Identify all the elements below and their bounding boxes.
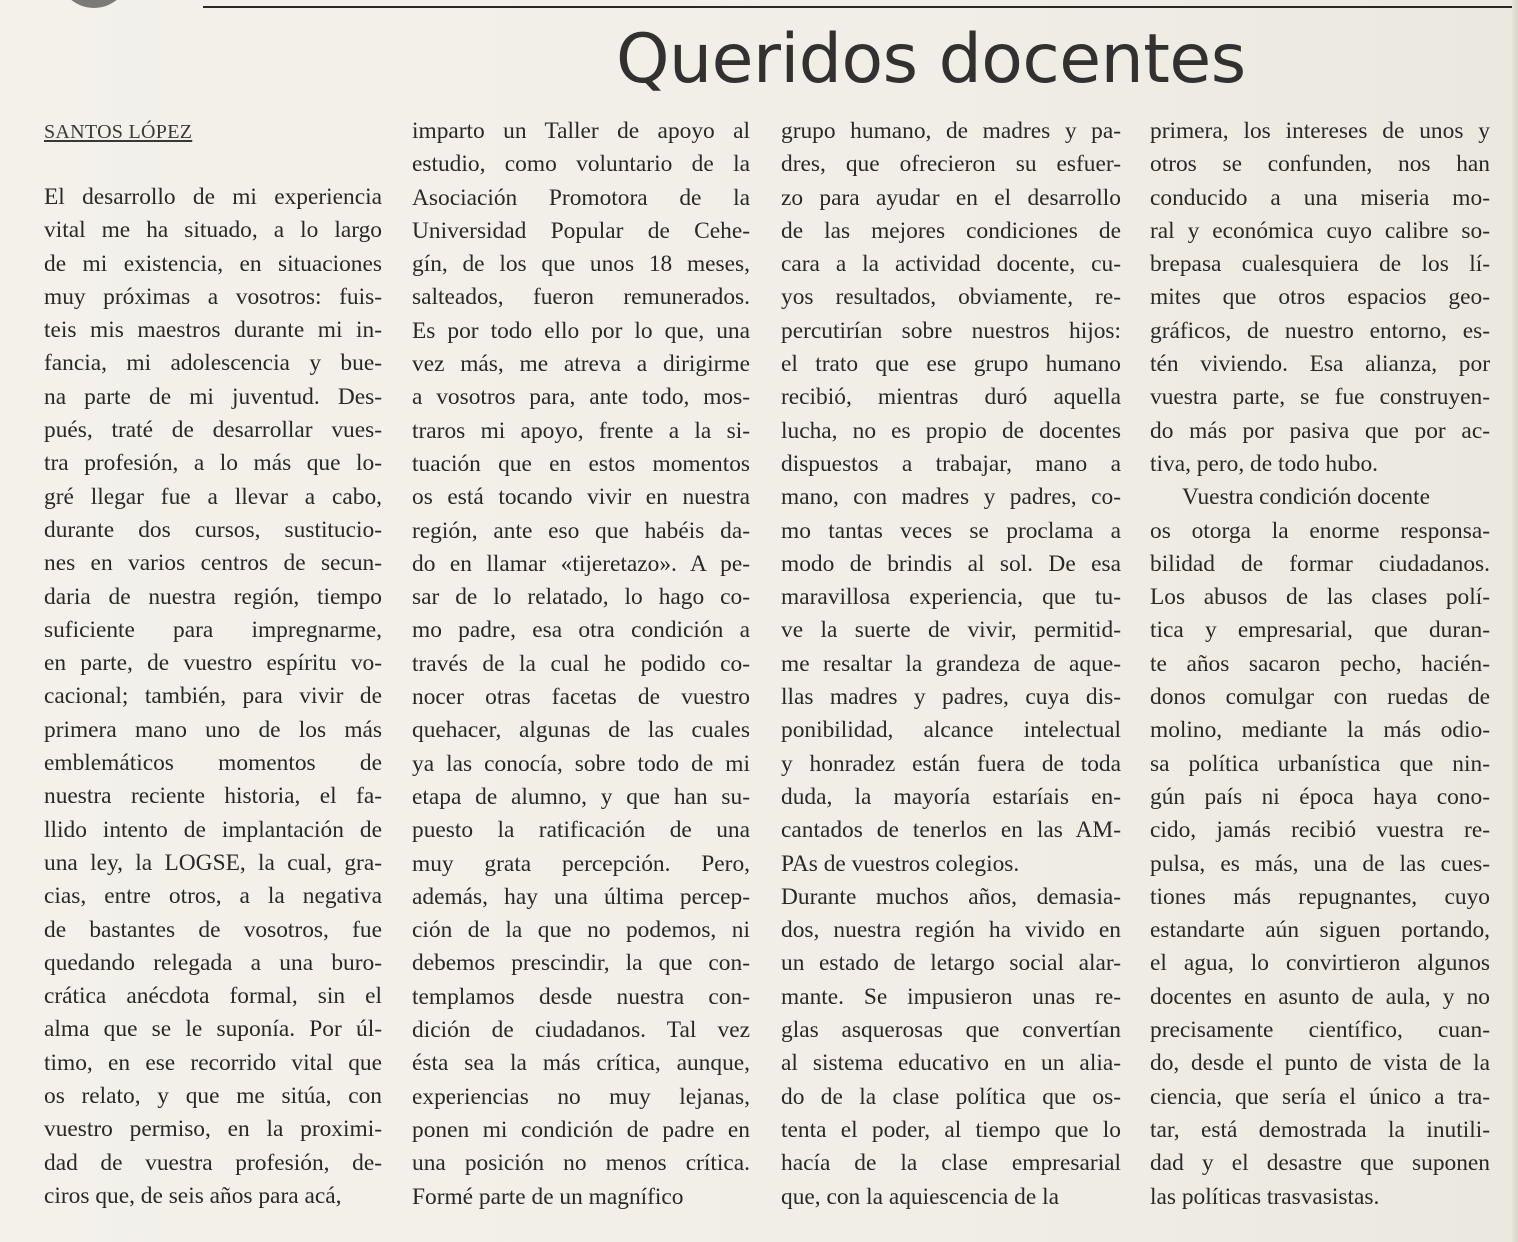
article-line: ya las conocía, sobre todo de mi	[412, 750, 750, 777]
article-column-3	[781, 115, 1121, 1214]
article-line: molino, mediante la más odio-	[1150, 717, 1490, 744]
article-line: ponen mi condición de padre en	[412, 1116, 750, 1143]
article-line: precisamente científico, cuan-	[1150, 1017, 1490, 1044]
article-line: llido intento de implantación de	[44, 816, 382, 843]
article-line: sa política urbanística que nin-	[1150, 750, 1490, 777]
article-line: quedando relegada a una buro-	[44, 949, 382, 976]
article-line: modo de brindis al sol. De esa	[781, 550, 1121, 577]
article-line: etapa de alumno, y que han su-	[412, 783, 750, 810]
article-line: maravillosa experiencia, que tu-	[781, 584, 1121, 611]
article-line: me resaltar la grandeza de aque-	[781, 650, 1121, 677]
article-line: de mi existencia, en situaciones	[44, 250, 382, 277]
article-line: os está tocando vivir en nuestra	[412, 484, 750, 511]
article-line: tenta el poder, al tiempo que lo	[781, 1116, 1121, 1143]
article-line: tra profesión, a lo más que lo-	[44, 450, 382, 477]
article-line: do de la clase política que os-	[781, 1083, 1121, 1110]
article-line: tiones más repugnantes, cuyo	[1150, 883, 1490, 910]
article-line: que, con la aquiescencia de la	[781, 1183, 1059, 1210]
article-byline: SANTOS LÓPEZ	[44, 121, 193, 143]
article-line: puesto la ratificación de una	[412, 817, 750, 844]
article-line: yos resultados, obviamente, re-	[781, 284, 1121, 311]
article-line: quehacer, algunas de las cuales	[412, 717, 750, 744]
article-line: hacía de la clase empresarial	[781, 1150, 1121, 1177]
article-line: timo, en ese recorrido vital que	[44, 1049, 382, 1076]
article-line: pués, traté de desarrollar vues-	[44, 417, 382, 444]
article-line: en parte, de vuestro espíritu vo-	[44, 650, 382, 677]
article-line: lucha, no es propio de docentes	[781, 417, 1121, 444]
article-line: ciencia, que sería el único a tra-	[1150, 1083, 1490, 1110]
article-line: gré llegar fue a llevar a cabo,	[44, 483, 382, 510]
article-line: ral y económica cuyo calibre so-	[1150, 217, 1490, 244]
article-line: Es por todo ello por lo que, una	[412, 317, 750, 344]
article-line: traros mi apoyo, frente a la si-	[412, 417, 750, 444]
article-line: cias, entre otros, a la negativa	[44, 883, 382, 910]
article-line: ciros que, de seis años para acá,	[44, 1182, 342, 1209]
article-line: de bastantes de vosotros, fue	[44, 916, 382, 943]
page-edge	[1512, 0, 1518, 1242]
article-line: durante dos cursos, sustitucio-	[44, 516, 382, 543]
article-line: Formé parte de un magnífico	[412, 1183, 684, 1210]
article-line: conducido a una miseria mo-	[1150, 184, 1490, 211]
article-line: otros se confunden, nos han	[1150, 151, 1490, 178]
article-line: estudio, como voluntario de la	[412, 151, 750, 178]
article-line: salteados, fueron remunerados.	[412, 284, 750, 311]
article-line: Durante muchos años, demasia-	[781, 883, 1121, 910]
article-line: duda, la mayoría estaríais en-	[781, 783, 1121, 810]
article-line: debemos prescindir, la que con-	[412, 950, 750, 977]
article-line: dispuestos a trabajar, mano a	[781, 450, 1121, 477]
article-line: nes en varios centros de secun-	[44, 550, 382, 577]
article-line: tiva, pero, de todo hubo.	[1150, 450, 1379, 477]
article-line: región, ante eso que habéis da-	[412, 517, 750, 544]
article-column-1	[44, 181, 382, 1213]
article-line: cara a la actividad docente, cu-	[781, 251, 1121, 278]
article-line: tar, está demostrada la inutili-	[1150, 1116, 1490, 1143]
article-line: mites que otros espacios geo-	[1150, 284, 1490, 311]
article-line: emblemáticos momentos de	[44, 750, 382, 777]
article-line: dad de vuestra profesión, de-	[44, 1149, 382, 1176]
corner-decoration	[58, 0, 130, 8]
article-column-4	[1150, 115, 1490, 1214]
article-line: primera, los intereses de unos y	[1150, 118, 1490, 144]
article-line: además, hay una última percep-	[412, 883, 750, 910]
article-line: zo para ayudar en el desarrollo	[781, 184, 1121, 211]
article-line: mo tantas veces se proclama a	[781, 517, 1121, 544]
article-line: ción de la que no podemos, ni	[412, 917, 750, 944]
article-line: imparto un Taller de apoyo al	[412, 118, 750, 144]
article-line: ésta sea la más crítica, aunque,	[412, 1050, 750, 1077]
article-line: muy grata percepción. Pero,	[412, 850, 750, 877]
article-line: primera mano uno de los más	[44, 716, 382, 743]
article-line: gín, de los que unos 18 meses,	[412, 251, 750, 278]
article-line: nocer otras facetas de vuestro	[412, 684, 750, 711]
article-line: muy próximas a vosotros: fuis-	[44, 283, 382, 310]
article-line: Asociación Promotora de la	[412, 184, 750, 211]
article-line: do en llamar «tijeretazo». A pe-	[412, 550, 750, 577]
article-line: las políticas trasvasistas.	[1150, 1183, 1380, 1210]
article-line: docentes en asunto de aula, y no	[1150, 983, 1490, 1010]
article-line: Vuestra condición docente	[1182, 484, 1430, 511]
article-line: alma que se le suponía. Por úl-	[44, 1016, 382, 1043]
article-column-2	[412, 115, 750, 1214]
article-line: al sistema educativo en un alia-	[781, 1050, 1121, 1077]
article-line: el trato que ese grupo humano	[781, 351, 1121, 378]
article-line: recibió, mientras duró aquella	[781, 384, 1121, 411]
article-line: vuestra parte, se fue construyen-	[1150, 384, 1490, 411]
article-line: PAs de vuestros colegios.	[781, 850, 1020, 877]
article-line: glas asquerosas que convertían	[781, 1017, 1121, 1044]
article-line: mo padre, esa otra condición a	[412, 617, 750, 644]
article-line: Universidad Popular de Cehe-	[412, 217, 750, 244]
article-line: tuación que en estos momentos	[412, 450, 750, 477]
article-line: llas madres y padres, cuya dis-	[781, 684, 1121, 711]
article-line: fancia, mi adolescencia y bue-	[44, 350, 382, 377]
article-line: mano, con madres y padres, co-	[781, 484, 1121, 511]
article-line: vez más, me atreva a dirigirme	[412, 351, 750, 378]
article-line: teis mis maestros durante mi in-	[44, 317, 382, 344]
article-line: crática anécdota formal, sin el	[44, 983, 382, 1010]
article-line: tén viviendo. Esa alianza, por	[1150, 351, 1490, 378]
article-line: el agua, lo convirtieron algunos	[1150, 950, 1490, 977]
article-line: te años sacaron pecho, hacién-	[1150, 650, 1490, 677]
article-line: daria de nuestra región, tiempo	[44, 583, 382, 610]
article-line: na parte de mi juventud. Des-	[44, 383, 382, 410]
article-line: donos comulgar con ruedas de	[1150, 684, 1490, 711]
article-line: El desarrollo de mi experiencia	[44, 184, 382, 210]
article-line: sar de lo relatado, lo hago co-	[412, 584, 750, 611]
article-line: cido, jamás recibió vuestra re-	[1150, 817, 1490, 844]
article-headline: Queridos docentes	[616, 20, 1246, 99]
article-line: un estado de letargo social alar-	[781, 950, 1121, 977]
article-line: vital me ha situado, a lo largo	[44, 217, 382, 244]
article-line: dos, nuestra región ha vivido en	[781, 917, 1121, 944]
article-line: ponibilidad, alcance intelectual	[781, 717, 1121, 744]
article-line: ve la suerte de vivir, permitid-	[781, 617, 1121, 644]
article-line: gráficos, de nuestro entorno, es-	[1150, 317, 1490, 344]
article-line: pulsa, es más, una de las cues-	[1150, 850, 1490, 877]
article-line: dición de ciudadanos. Tal vez	[412, 1017, 750, 1044]
article-line: y honradez están fuera de toda	[781, 750, 1121, 777]
article-line: cantados de tenerlos en las AM-	[781, 817, 1121, 844]
article-line: cacional; también, para vivir de	[44, 683, 382, 710]
article-line: do, desde el punto de vista de la	[1150, 1050, 1490, 1077]
article-line: suficiente para impregnarme,	[44, 616, 382, 643]
article-line: dad y el desastre que suponen	[1150, 1150, 1490, 1177]
article-line: os relato, y que me sitúa, con	[44, 1083, 382, 1110]
article-line: brepasa cualesquiera de los lí-	[1150, 251, 1490, 278]
article-line: nuestra reciente historia, el fa-	[44, 783, 382, 810]
article-line: mante. Se impusieron unas re-	[781, 983, 1121, 1010]
article-line: os otorga la enorme responsa-	[1150, 517, 1490, 544]
article-line: do más por pasiva que por ac-	[1150, 417, 1490, 444]
article-line: experiencias no muy lejanas,	[412, 1083, 750, 1110]
article-line: una ley, la LOGSE, la cual, gra-	[44, 849, 382, 876]
article-line: una posición no menos crítica.	[412, 1150, 750, 1177]
article-line: grupo humano, de madres y pa-	[781, 118, 1121, 144]
article-line: vuestro permiso, en la proximi-	[44, 1116, 382, 1143]
article-line: dres, que ofrecieron su esfuer-	[781, 151, 1121, 178]
article-line: a vosotros para, ante todo, mos-	[412, 384, 750, 411]
article-line: tica y empresarial, que duran-	[1150, 617, 1490, 644]
top-rule	[203, 6, 1515, 8]
article-line: bilidad de formar ciudadanos.	[1150, 550, 1490, 577]
article-line: de las mejores condiciones de	[781, 217, 1121, 244]
article-line: través de la cual he podido co-	[412, 650, 750, 677]
article-line: gún país ni época haya cono-	[1150, 783, 1490, 810]
article-line: percutirían sobre nuestros hijos:	[781, 317, 1121, 344]
article-line: templamos desde nuestra con-	[412, 983, 750, 1010]
article-line: Los abusos de las clases polí-	[1150, 584, 1490, 611]
article-line: estandarte aún siguen portando,	[1150, 917, 1490, 944]
